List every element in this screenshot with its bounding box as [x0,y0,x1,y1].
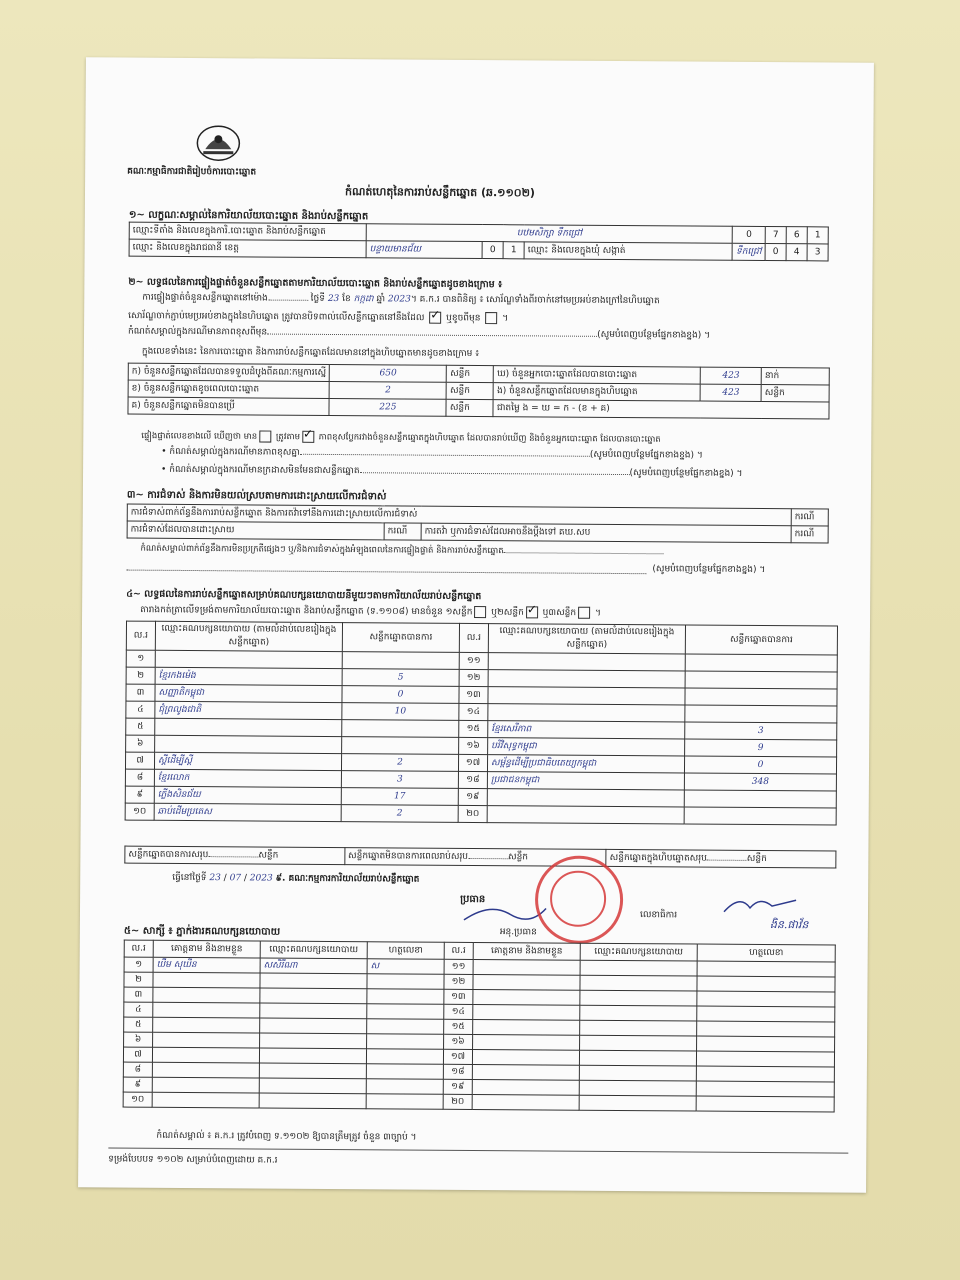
witness-name [473,1034,580,1050]
row-number: ៥ [126,718,155,735]
total-all: សន្លឹកឆ្នោតក្នុងហិបឆ្នោតសរុប សន្លឹក [606,849,836,868]
checkbox-intact[interactable] [429,312,441,324]
row-number: ៩ [123,1077,152,1092]
section5-heading: ៥~ សាក្សី ៖ ភ្នាក់ងារគណបក្សនយោបាយ [123,925,281,938]
row-number: ១៥ [459,720,488,737]
row-number: ១២ [444,974,473,989]
code-digit: 0 [765,244,786,261]
witness-name [153,1032,260,1048]
vote-count [342,737,459,755]
witness-name [152,1062,259,1078]
col-header: ឈ្មោះគណបក្សនយោបាយ (តាមលំដាប់លេខរៀងក្នុងសន្លឹកឆ្នោត) [155,621,342,651]
total-valid: សន្លឹកឆ្នោតបានការសរុប សន្លឹក [125,846,345,865]
sheet-count-line: តារាងកត់ត្រាលើទម្រង់តាមការិយាល័យបោះឆ្នោត និងរាប់សន្លឹកឆ្នោត (ទ.១១០៨) មានចំនួន ១សន្លឹក ឬ២សន្លឹក✓ ឬ៣សន្លឹក ។ [140,604,601,621]
witness-party [260,1003,367,1019]
witness-signature [697,976,835,992]
witness-party [580,1005,697,1021]
party-name [487,806,684,824]
row-number: ៧ [125,752,154,769]
vote-count: 2 [341,754,458,772]
section1-table [129,222,829,262]
witness-signature [366,1064,443,1080]
commune-label: ឈ្មោះ និងលេខក្នុងឃុំ សង្កាត់ [524,242,732,260]
count-unit: សន្លឹក [446,382,493,399]
count-value: 423 [700,384,761,401]
row-number: ១ [124,957,153,972]
vote-count [685,688,837,706]
witness-party [580,960,697,976]
count-value: 2 [329,381,446,399]
col-header: ល.រ [459,623,488,652]
row-number: ១៨ [458,771,487,788]
vote-count: 2 [341,805,458,823]
party-name [488,670,685,688]
vote-count [685,654,837,672]
row-number: ១៧ [443,1049,472,1064]
section4-heading: ៤~ លទ្ធផលនៃការរាប់សន្លឹកឆ្នោតសម្រាប់គណបក្សនយោបាយនីមួយៗតាមការិយាល័យរាប់សន្លឹកឆ្នោត [126,588,482,603]
row-number: ១៤ [444,1004,473,1019]
vote-count [685,705,837,723]
province-value: បន្ទាយមានជ័យ [366,241,482,259]
col-header: ល.រ [124,940,153,957]
witness-party [259,1078,366,1094]
witness-signature [367,989,444,1005]
witness-party [579,1080,696,1096]
irregularity-note: កំណត់សម្គាល់ពាក់ព័ន្ធនឹងការមិនប្រក្រតីផ្សេងៗ ឬ/និងការជំទាស់ក្នុងអំឡុងពេលនៃការផ្ទៀងផ្ទាត់ និងការរាប់សន្លឹកឆ្នោត [140,544,663,560]
row-number: ១០ [125,803,154,820]
intro-line: ក្នុងលេខទាំងនេះ នៃការបោះឆ្នោត និងការរាប់សន្លឹកឆ្នោតដែលមាននៅក្នុងហិបឆ្នោតមានដូចខាងក្រោម ៖ [141,346,480,360]
count-label: ក) ចំនួនសន្លឹកឆ្នោតដែលបានទទួលដំបូងពីគណៈកម្មការស្នើ [128,363,329,381]
party-name [155,718,342,736]
witness-name [153,1017,260,1033]
row-number: ៩ [125,786,154,803]
row-number: ១៦ [444,1034,473,1049]
code-digit: 6 [786,227,807,244]
vote-count: 3 [685,722,837,740]
party-name [155,650,342,668]
count-unit: សន្លឹក [446,399,493,416]
table-row [125,803,836,825]
witness-signature: ស [367,959,444,975]
witness-name: ឃឹម សុឃីន [153,957,260,973]
witness-party [259,1063,366,1079]
row-number: ៤ [126,701,155,718]
col-header: ហត្ថលេខា [367,942,444,960]
row-number: ១០ [123,1092,152,1107]
secretary-signature-icon [720,890,800,921]
count-label: គ) ចំនួនសន្លឹកឆ្នោតមិនបានប្រើ [128,397,329,415]
row-number: ១ [126,650,155,667]
vice-label: អនុ.ប្រធាន [499,927,537,938]
witness-signature [697,961,835,977]
row-number: ១៩ [458,788,487,805]
check-line: ផ្ទៀងផ្ទាត់លេខខាងលើ ឃើញថា មាន ត្រូវតាម✓ ភាពខុសប្លែករវាងចំនួនសន្លឹកឆ្នោតក្នុងហិបឆ្នោត ដែលបានរាប់ឃើញ និងចំនួនអ្នកបោះឆ្នោត ដែលបានបោះឆ្នោត [141,430,660,447]
witness-signature [367,1004,444,1020]
count-formula: ជាតម្លៃ ង = ឃ = ក - (ខ + គ) [493,400,829,419]
count-unit: សន្លឹក [761,384,829,401]
vote-count: 348 [684,773,836,791]
count-unit: សន្លឹក [447,365,494,382]
row-number: ១៩ [443,1079,472,1094]
witness-name [472,1064,579,1080]
vote-count: 5 [342,669,459,687]
divider [108,1147,848,1153]
witness-name [153,987,260,1003]
secretary-label: លេខាធិការ [639,910,678,921]
witness-signature [697,1036,835,1052]
secretary-name: ងិន.ផាវ័ន [769,918,809,932]
row-number: ២ [126,667,155,684]
col-header: ល.រ [126,621,155,650]
row-number: ១៥ [444,1019,473,1034]
objection-row-2: ការជំទាស់ដែលបានដោះស្រាយ [127,521,384,540]
witness-signature [696,1096,834,1112]
row-number: ២០ [458,805,487,822]
witness-party [579,1050,696,1066]
witness-party [579,1065,696,1081]
witness-name [472,1049,579,1065]
party-name [155,735,342,753]
code-digit: 0 [733,226,766,243]
party-name: សញ្ញាតិកម្ពុជា [155,684,342,702]
col-header: ល.រ [444,942,473,959]
party-name: ខ្មែរកងម៉េង [155,667,342,685]
witness-name [473,1019,580,1035]
witness-signature [366,1079,443,1095]
province-label: ឈ្មោះ និងលេខក្នុងរាជធានី ខេត្ត [129,239,366,258]
vote-count [342,720,459,738]
row-number: ១៣ [444,989,473,1004]
witness-signature [696,1051,834,1067]
witness-name [152,1077,259,1093]
vote-count: 10 [342,703,459,721]
objection-table [127,504,829,544]
party-name: ស្តីដើម្បីស្តី [154,752,341,770]
col-header: ហត្ថលេខា [697,944,835,962]
checkbox-damaged[interactable] [485,312,497,324]
witness-signature [696,1066,834,1082]
col-header: ឈ្មោះគណបក្សនយោបាយ [580,943,697,961]
witness-party: សសិរីណា [260,958,367,974]
party-name: បរិវិសុទ្ធកម្ពុជា [488,738,685,756]
col-header: គោត្តនាម និងនាមខ្លួន [153,940,260,958]
witness-signature [366,1049,443,1065]
chair-label: ប្រធាន [460,893,486,906]
witness-signature [696,1081,834,1097]
col-header: សន្លឹកឆ្នោតបានការ [342,623,459,653]
unit: ករណី [791,526,828,543]
checkbox-3-sheets[interactable] [578,607,590,619]
row-number: ៨ [125,769,154,786]
station-value: បឋមសិក្សា ទឹកជ្រៅ [366,224,733,244]
official-stamp-icon [535,855,624,944]
row-number: ៥ [124,1017,153,1032]
vote-count: 0 [342,686,459,704]
row-number: ២ [124,972,153,987]
witness-name [153,1002,260,1018]
party-name [488,687,685,705]
witness-party [580,975,697,991]
count-label: ង) ចំនួនសន្លឹកឆ្នោតដែលមានក្នុងហិបឆ្នោត [493,383,700,401]
row-number: ៣ [124,987,153,1002]
witness-name [473,1004,580,1020]
verify-line-1: ការផ្ទៀងផ្ទាត់ចំនួនសន្លឹកឆ្នោតនៅម៉ោង ថ្ងៃទី 23 ខែ កក្កដា ឆ្នាំ 2023។ គ.ក.រ បានពិនិត្យ ៖ សោរ័ណ្ឌទាំងពីរចាក់នៅមេប្រអប់ខាងក្រៅនៃហិបឆ្នោត [142,292,660,307]
witness-party [579,1095,696,1111]
witness-signature [366,1094,443,1110]
row-number: ៦ [126,735,155,752]
checkbox-2-sheets[interactable] [526,606,538,618]
party-name [488,653,685,671]
footnote: កំណត់សម្គាល់ ៖ គ.ក.រ ត្រូវបំពេញ ទ.១១០២ ឱ្យបានត្រឹមត្រូវ ចំនួន ៣ច្បាប់ ។ [156,1130,417,1143]
party-name [488,704,685,722]
vote-count: 9 [685,739,837,757]
bullet-note-1: • កំណត់សម្គាល់ក្នុងករណីមានភាពខុសគ្នា (សូមបំពេញបន្ថែមផ្នែកខាងខ្នង) ។ [161,446,703,461]
note-line: កំណត់សម្គាល់ក្នុងករណីមានភាពខុសពីមុន (សូមបំពេញបន្ថែមផ្នែកខាងខ្នង) ។ [128,326,711,341]
code-digit: 0 [482,242,503,259]
row-number: ៣ [126,684,155,701]
bullet-note-2: • កំណត់សម្គាល់ក្នុងករណីមានក្រដាសមិនមែនជាសន្លឹកឆ្នោត (សូមបំពេញបន្ថែមផ្នែកខាងខ្នង) ។ [161,464,743,479]
checkbox-1-sheet[interactable] [474,606,486,618]
code-digit: 4 [786,244,807,261]
row-number: ៤ [124,1002,153,1017]
vote-count: 3 [341,771,458,789]
fill-line [126,570,646,575]
count-value: 650 [330,364,447,382]
party-name [487,789,684,807]
row-number: ១១ [459,652,488,669]
vote-count: 0 [684,756,836,774]
row-number: ១៨ [443,1064,472,1079]
col-header: ឈ្មោះគណបក្សនយោបាយ [260,941,367,959]
code-digit: 3 [807,244,828,261]
witness-name [473,959,580,975]
objection-row-1: ការជំទាស់ពាក់ព័ន្ធនឹងការរាប់សន្លឹកឆ្នោត និងការតវ៉ាទៅនឹងការដោះស្រាយលើការជំទាស់ [127,504,791,526]
row-number: ១៤ [459,703,488,720]
checkbox-discrepancy[interactable] [259,430,271,442]
witness-signature [697,1006,835,1022]
party-name: ឆាប់ដើមប្រតេស [154,803,341,821]
results-table [125,621,838,826]
nec-seal-icon [195,123,241,163]
party-name: ខ្មែរលោក [154,769,341,787]
vote-count [684,807,836,825]
count-label: ខ) ចំនួនសន្លឹកឆ្នោតខូចពេលបោះឆ្នោត [128,380,329,398]
row-number: ១១ [444,959,473,974]
code-digit: 1 [807,227,828,244]
witness-party [260,988,367,1004]
party-name: ខ្មែរសេរីភាព [488,721,685,739]
witness-name [472,1079,579,1095]
witness-party [580,990,697,1006]
count-value: 225 [329,398,446,416]
witness-party [260,1018,367,1034]
witness-name [152,1047,259,1063]
ballot-count-form [78,57,874,1192]
witness-party [259,1048,366,1064]
party-name: ភ្លើងសិនជ័យ [154,786,341,804]
section1-heading: ១~ លក្ខណៈសម្គាល់នៃការិយាល័យបោះឆ្នោត និងរាប់សន្លឹកឆ្នោត [128,209,369,223]
witness-name [473,974,580,990]
code-digit: 7 [765,227,786,244]
witness-table [123,940,836,1113]
row-number: ១៦ [459,737,488,754]
row-number: ៦ [124,1032,153,1047]
witness-signature [367,1034,444,1050]
witness-signature [367,974,444,990]
section2-heading: ២~ លទ្ធផលនៃការផ្ទៀងផ្ទាត់ចំនួនសន្លឹកឆ្នោតតាមការិយាល័យបោះឆ្នោត និងរាប់សន្លឹកឆ្នោតដូចខាងក្រោម ៖ [128,276,503,291]
witness-signature [697,1021,835,1037]
checkbox-match[interactable] [302,431,314,443]
counts-table [127,363,829,420]
col-header: គោត្តនាម និងនាមខ្លួន [473,942,580,960]
form-title: កំណត់ហេតុនៃការរាប់សន្លឹកឆ្នោត (ឆ.១១០២) [344,185,536,200]
witness-signature [697,991,835,1007]
vote-count [684,790,836,808]
party-name: សម្ព័ន្ធដើម្បីប្រជាធិបតេយ្យកម្ពុជា [487,755,684,773]
unit: ករណី [791,509,828,526]
count-label: ឃ) ចំនួនអ្នកបោះឆ្នោតដែលបានបោះឆ្នោត [494,366,701,384]
vote-count [342,652,459,670]
witness-party [259,1093,366,1109]
total-invalid: សន្លឹកឆ្នោតមិនបានការពេលរាប់សរុប សន្លឹក [344,848,606,867]
objection-row-2b: ការតវ៉ា ឬការជំទាស់ដែលអាចនឹងប្តឹងទៅ គឃ.សប [421,523,791,543]
station-label: ឈ្មោះទីតាំង និងលេខក្នុងការិ.បោះឆ្នោត និងរាប់សន្លឹកឆ្នោត [129,222,366,241]
totals-table [124,846,836,869]
count-value: 423 [701,367,762,384]
vote-count [685,671,837,689]
col-header: សន្លឹកឆ្នោតបានការ [685,625,837,655]
verify-line-2: សោរ័ណ្ឌចាក់ភ្ជាប់មេប្រអប់ខាងក្នុងនៃហិបឆ្នោត ត្រូវបានបិទពាល់លើសន្លឹកឆ្នោតនៅនឹងដែល ✓ ឬខូចពីមុន ។ [128,310,508,326]
witness-name [152,1092,259,1108]
witness-signature [367,1019,444,1035]
witness-party [580,1035,697,1051]
count-unit: នាក់ [761,367,829,384]
section3-heading: ៣~ ការជំទាស់ និងការមិនយល់ស្របតាមការដោះស្រាយលើការជំទាស់ [126,489,387,503]
commune-value: ទឹកជ្រៅ [733,243,766,260]
unit: ករណី [384,523,421,540]
code-digit: 1 [503,242,524,259]
row-number: ៨ [123,1062,152,1077]
fill-hint: (សូមបំពេញបន្ថែមផ្នែកខាងខ្នង) ។ [652,564,766,576]
party-name: ជុំព្រលូងជាតិ [155,701,342,719]
form-ref: ទម្រង់បែបបទ ១១០២ សម្រាប់បំពេញដោយ គ.ក.រ [108,1154,278,1166]
vote-count: 17 [341,788,458,806]
witness-name [153,972,260,988]
org-name: គណៈកម្មាធិការជាតិរៀបចំការបោះឆ្នោត [127,166,257,178]
witness-party [580,1020,697,1036]
witness-party [260,973,367,989]
row-number: ២០ [443,1094,472,1109]
row-number: ១៧ [458,754,487,771]
witness-name [472,1094,579,1110]
col-header: ឈ្មោះគណបក្សនយោបាយ (តាមលំដាប់លេខរៀងក្នុងសន្លឹកឆ្នោត) [488,624,685,654]
row-number: ១៣ [459,686,488,703]
row-number: ១២ [459,669,488,686]
row-number: ៧ [123,1047,152,1062]
witness-party [260,1033,367,1049]
made-date: ធ្វើនៅថ្ងៃទី 23 / 07 / 2023 ៩. គណៈកម្មការការិយាល័យរាប់សន្លឹកឆ្នោត [172,872,420,885]
witness-name [473,989,580,1005]
party-name: ប្រជាជនកម្ពុជា [487,772,684,790]
